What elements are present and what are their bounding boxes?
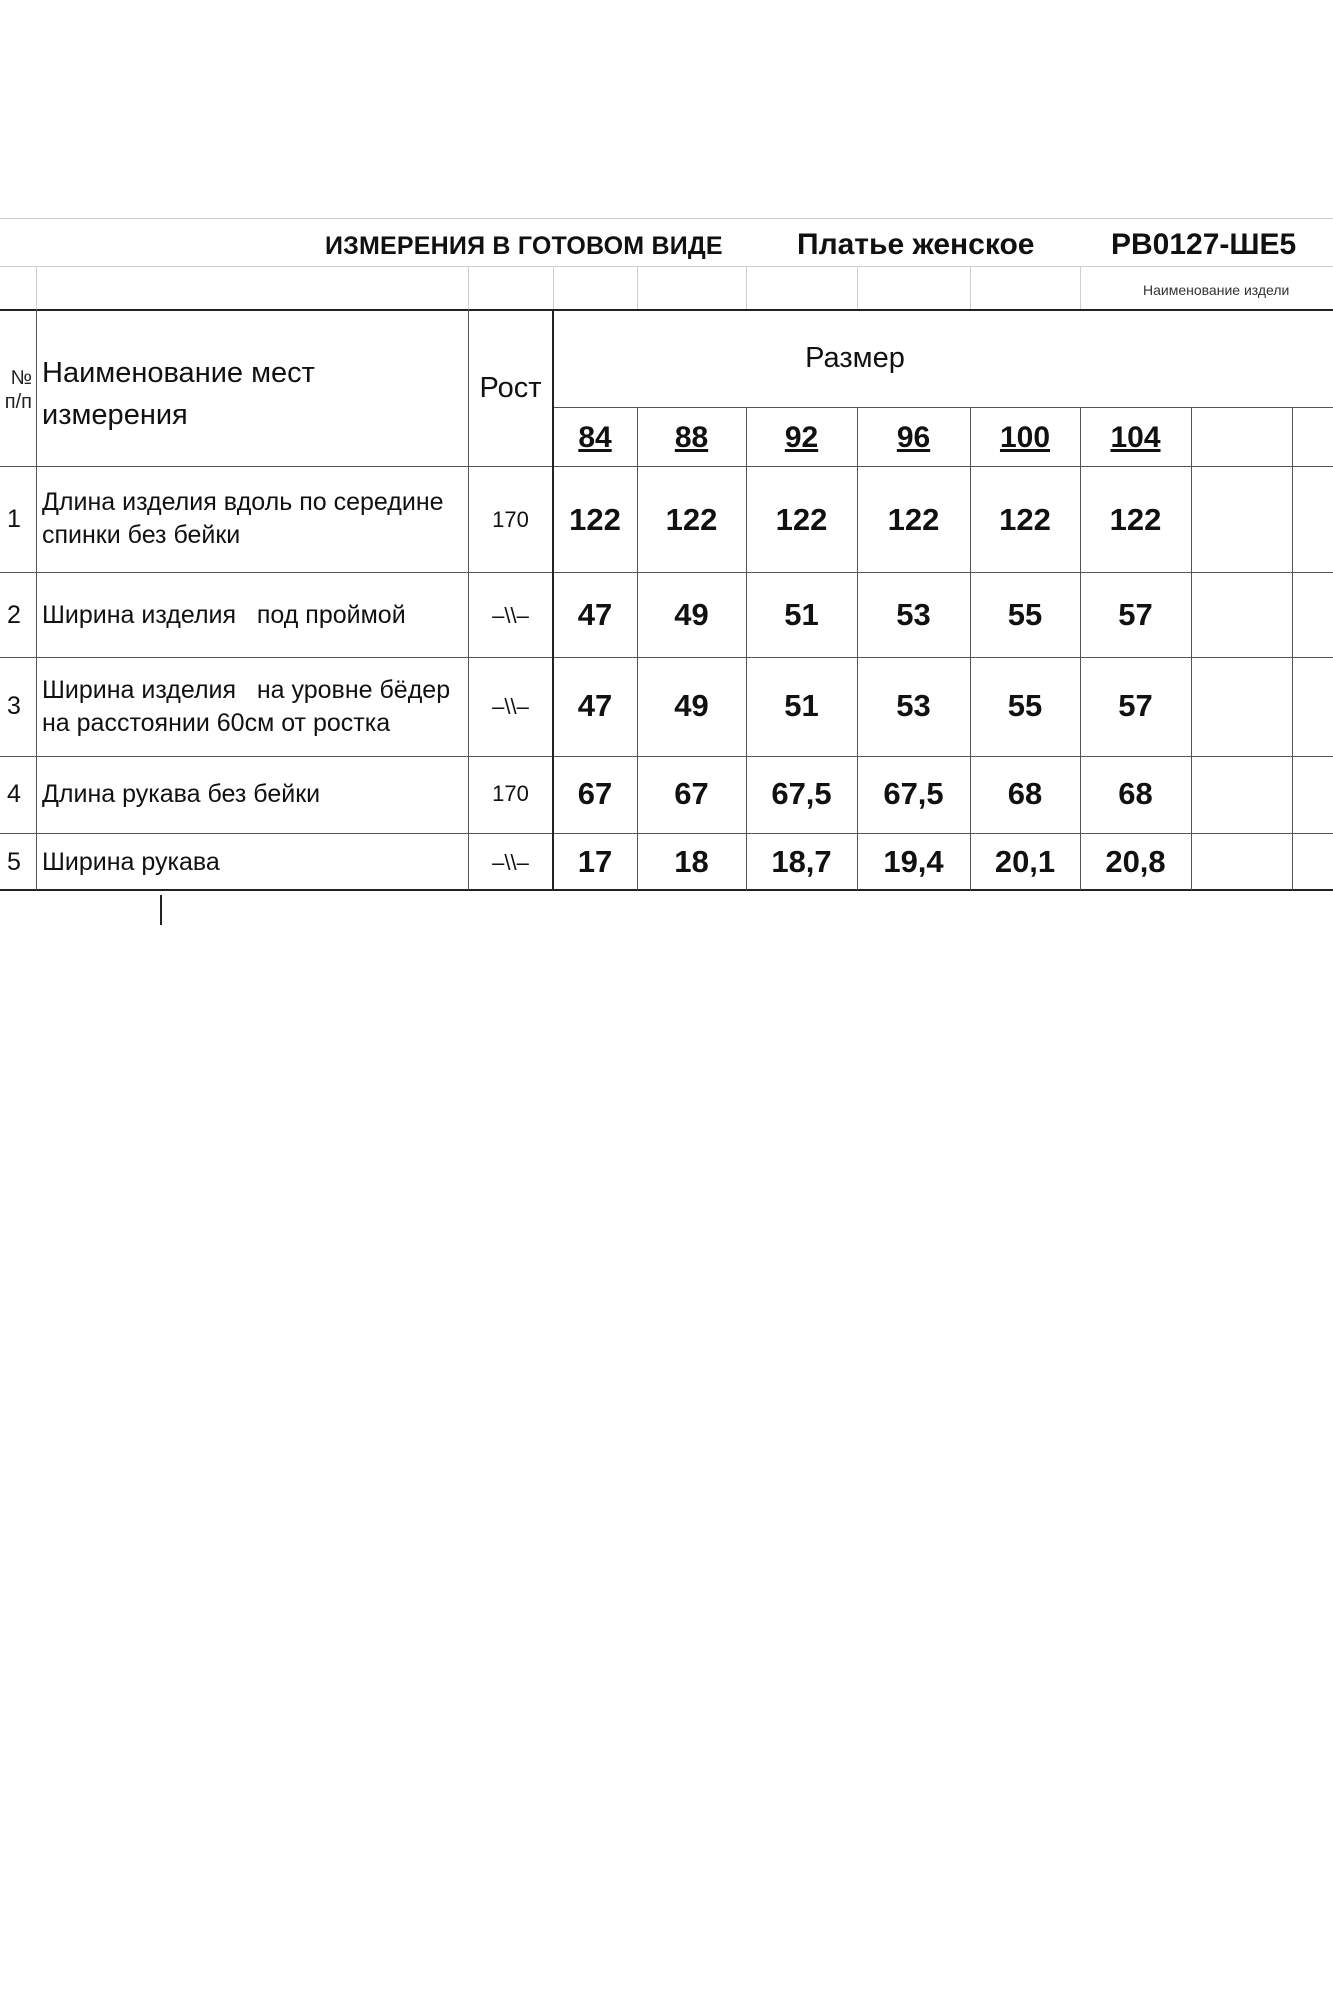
product-name: Платье женское <box>797 228 1035 261</box>
col-divider <box>637 407 638 890</box>
row-1-height: 170 <box>492 507 529 532</box>
row-3-height: –\\– <box>492 694 529 719</box>
row-2-value: 49 <box>674 597 709 632</box>
row-2-height: –\\– <box>492 603 529 628</box>
row-3-number: 3 <box>7 692 21 720</box>
col-divider <box>1191 407 1192 890</box>
grid-line <box>746 266 747 310</box>
header-height: Рост <box>479 372 542 404</box>
row-4-value: 67 <box>674 776 709 811</box>
grid-line <box>970 266 971 310</box>
row-2-value: 51 <box>784 597 819 632</box>
size-100: 100 <box>999 421 1051 454</box>
row-1-value: 122 <box>665 502 718 537</box>
grid-line <box>0 218 1333 219</box>
row-divider <box>0 756 1333 757</box>
row-4-value: 67,5 <box>883 776 944 811</box>
product-name-caption: Наименование издели <box>1143 282 1290 298</box>
row-3-value: 57 <box>1118 688 1153 723</box>
header-measure-name: Наименование мест измерения <box>42 357 315 431</box>
row-1-value: 122 <box>999 502 1051 537</box>
size-header-divider <box>553 407 1333 408</box>
row-4-number: 4 <box>7 780 21 808</box>
row-divider <box>0 657 1333 658</box>
row-1-number: 1 <box>7 505 21 533</box>
row-5-value: 20,8 <box>1105 844 1166 879</box>
row-5-value: 17 <box>577 844 613 879</box>
row-5-value: 18,7 <box>771 844 832 879</box>
row-2-number: 2 <box>7 601 21 629</box>
grid-line <box>0 266 1333 267</box>
col-divider <box>746 407 747 890</box>
header-number: № п/п <box>4 367 32 413</box>
row-4-height: 170 <box>492 781 529 806</box>
row-5-number: 5 <box>7 848 21 876</box>
row-2-value: 57 <box>1118 597 1153 632</box>
row-3-name: Ширина изделия на уровне бёдер на расстоянии 60см от ростка <box>42 676 458 737</box>
grid-line <box>637 266 638 310</box>
grid-line <box>1080 266 1081 310</box>
size-88: 88 <box>674 421 709 454</box>
row-divider <box>0 833 1333 834</box>
row-4-value: 67,5 <box>771 776 832 811</box>
size-92: 92 <box>784 421 819 454</box>
table-top-border <box>0 309 1333 311</box>
row-4-value: 68 <box>1007 776 1043 811</box>
grid-line <box>468 266 469 310</box>
row-3-value: 53 <box>896 688 931 723</box>
row-2-name: Ширина изделия под проймой <box>42 601 406 629</box>
row-1-value: 122 <box>775 502 828 537</box>
col-divider <box>36 309 37 890</box>
row-3-value: 49 <box>674 688 709 723</box>
size-104: 104 <box>1110 421 1161 454</box>
row-4-name: Длина рукава без бейки <box>42 780 321 808</box>
grid-line <box>553 266 554 310</box>
row-5-value: 19,4 <box>883 844 944 879</box>
col-divider <box>857 407 858 890</box>
row-5-height: –\\– <box>492 850 529 875</box>
header-size: Размер <box>805 342 905 374</box>
row-3-value: 47 <box>577 688 613 723</box>
row-5-value: 18 <box>674 844 709 879</box>
row-5-value: 20,1 <box>994 844 1056 879</box>
document-label: ИЗМЕРЕНИЯ В ГОТОВОМ ВИДЕ <box>325 232 723 260</box>
col-divider <box>970 407 971 890</box>
row-2-value: 47 <box>577 597 613 632</box>
row-divider <box>0 572 1333 573</box>
row-2-value: 53 <box>896 597 931 632</box>
row-1-value: 122 <box>569 502 621 537</box>
row-4-value: 68 <box>1118 776 1153 811</box>
row-5-name: Ширина рукава <box>42 848 220 876</box>
size-84: 84 <box>578 421 612 454</box>
col-divider <box>1080 407 1081 890</box>
row-1-value: 122 <box>887 502 940 537</box>
col-divider <box>1292 407 1293 890</box>
table-bottom-border <box>0 889 1333 891</box>
product-code: РВ0127-ШЕ5 <box>1111 228 1297 261</box>
row-4-value: 67 <box>577 776 613 811</box>
row-3-value: 51 <box>784 688 819 723</box>
text-cursor <box>160 895 162 925</box>
row-1-name: Длина изделия вдоль по середине спинки без бейки <box>42 488 444 549</box>
row-3-value: 55 <box>1007 688 1043 723</box>
size-96: 96 <box>896 421 931 454</box>
row-2-value: 55 <box>1007 597 1043 632</box>
grid-line <box>36 266 37 310</box>
row-divider <box>0 466 1333 467</box>
row-1-value: 122 <box>1109 502 1162 537</box>
grid-line <box>857 266 858 310</box>
